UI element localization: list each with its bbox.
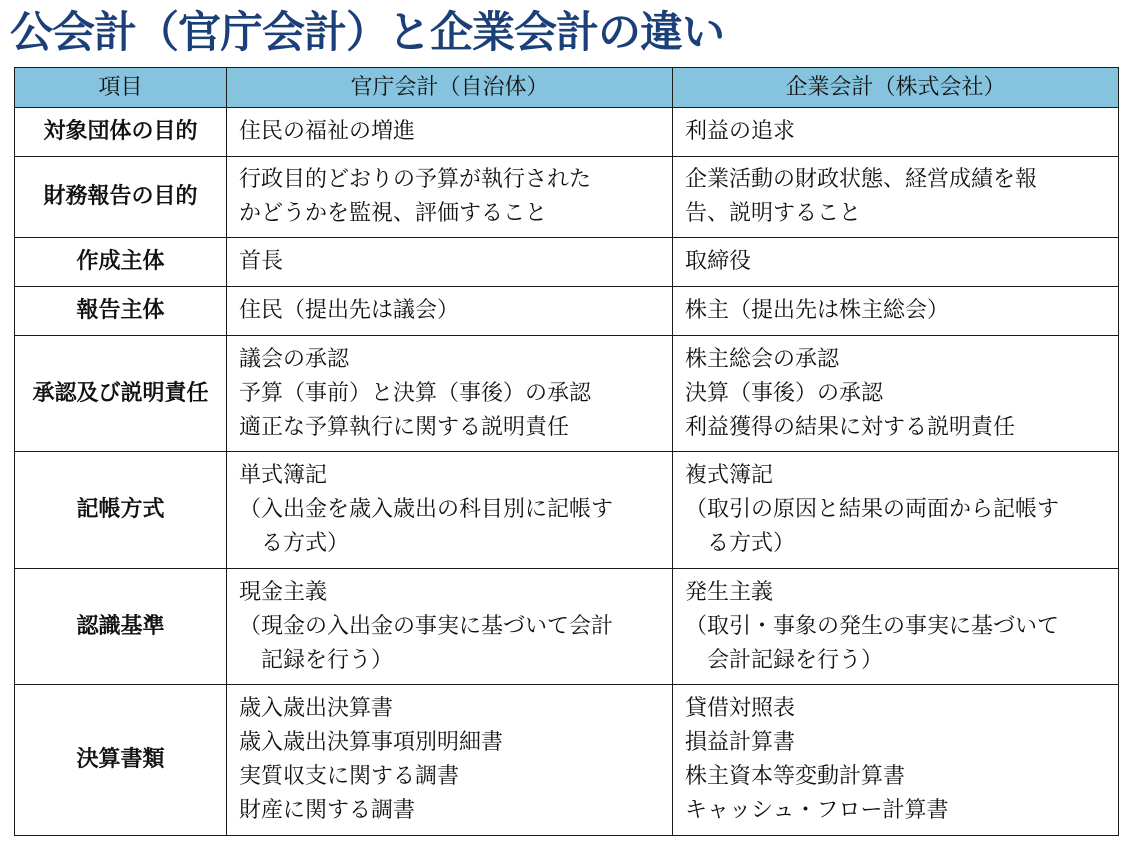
table-row	[15, 685, 1119, 836]
cell-line: （現金の入出金の事実に基づいて会計	[239, 613, 614, 639]
cell-line: キャッシュ・フロー計算書	[685, 798, 949, 823]
column-header-corporate: 企業会計（株式会社）	[673, 68, 1119, 108]
cell-line: 利益獲得の結果に対する説明責任	[685, 414, 1016, 440]
corporate-cell	[673, 108, 1119, 157]
government-cell	[227, 157, 673, 238]
government-cell	[227, 452, 673, 569]
cell-line: 議会の承認	[239, 346, 350, 372]
cell-line: （取引の原因と結果の両面から記帳す	[685, 497, 1060, 522]
cell-line: 歳入歳出決算事項別明細書	[239, 730, 504, 755]
row-label: 認識基準	[15, 569, 227, 685]
cell-line: 株主総会の承認	[685, 346, 840, 372]
cell-line: 財産に関する調書	[239, 798, 416, 823]
column-header-item: 項目	[15, 68, 227, 108]
corporate-cell	[673, 452, 1119, 569]
corporate-cell	[673, 685, 1119, 836]
cell-line: 単式簿記	[239, 463, 328, 488]
row-label: 承認及び説明責任	[15, 336, 227, 452]
row-label: 決算書類	[15, 685, 227, 836]
corporate-cell	[673, 569, 1119, 685]
row-label: 報告主体	[15, 287, 227, 336]
cell-line: 歳入歳出決算書	[239, 696, 394, 721]
cell-line: （入出金を歳入歳出の科目別に記帳す	[239, 497, 614, 522]
government-cell	[227, 287, 673, 336]
table-row	[15, 336, 1119, 452]
cell-line: 会計記録を行う）	[707, 647, 884, 673]
cell-line: 首長	[239, 249, 284, 274]
cell-line: 記録を行う）	[261, 647, 394, 673]
government-cell	[227, 569, 673, 685]
cell-line: （取引・事象の発生の事実に基づいて	[685, 613, 1060, 639]
cell-line: る方式）	[707, 531, 796, 556]
row-label: 記帳方式	[15, 452, 227, 569]
cell-line: 株主資本等変動計算書	[685, 764, 906, 789]
row-label: 財務報告の目的	[15, 157, 227, 238]
cell-line: 株主（提出先は株主総会）	[685, 298, 950, 323]
corporate-cell	[673, 157, 1119, 238]
government-cell	[227, 685, 673, 836]
table-row	[15, 108, 1119, 157]
cell-line: 取締役	[685, 249, 752, 274]
cell-line: 企業活動の財政状態、経営成績を報	[685, 167, 1038, 192]
cell-line: 実質収支に関する調書	[239, 764, 460, 789]
table-row	[15, 452, 1119, 569]
table-row	[15, 569, 1119, 685]
government-cell	[227, 238, 673, 287]
corporate-cell	[673, 287, 1119, 336]
comparison-table	[14, 67, 1119, 836]
column-header-government: 官庁会計（自治体）	[227, 68, 673, 108]
cell-line: 住民（提出先は議会）	[239, 298, 460, 323]
corporate-cell	[673, 238, 1119, 287]
table-header-row	[15, 68, 1119, 108]
table-row	[15, 287, 1119, 336]
cell-line: 行政目的どおりの予算が執行された	[239, 167, 592, 192]
cell-line: 現金主義	[239, 579, 328, 605]
cell-line: 決算（事後）の承認	[685, 380, 884, 406]
cell-line: 予算（事前）と決算（事後）の承認	[239, 380, 592, 406]
page-title: 公会計（官庁会計）と企業会計の違い	[10, 8, 724, 58]
table-row	[15, 238, 1119, 287]
cell-line: 利益の追求	[685, 119, 796, 144]
government-cell	[227, 108, 673, 157]
cell-line: 貸借対照表	[685, 696, 796, 721]
cell-line: 住民の福祉の増進	[239, 119, 416, 144]
row-label: 作成主体	[15, 238, 227, 287]
cell-line: 発生主義	[685, 579, 774, 605]
cell-line: 告、説明すること	[685, 201, 862, 226]
cell-line: 適正な予算執行に関する説明責任	[239, 414, 570, 440]
cell-line: る方式）	[261, 531, 350, 556]
cell-line: かどうかを監視、評価すること	[239, 201, 548, 226]
cell-line: 複式簿記	[685, 463, 774, 488]
government-cell	[227, 336, 673, 452]
row-label: 対象団体の目的	[15, 108, 227, 157]
cell-line: 損益計算書	[685, 730, 796, 755]
table-row	[15, 157, 1119, 238]
corporate-cell	[673, 336, 1119, 452]
